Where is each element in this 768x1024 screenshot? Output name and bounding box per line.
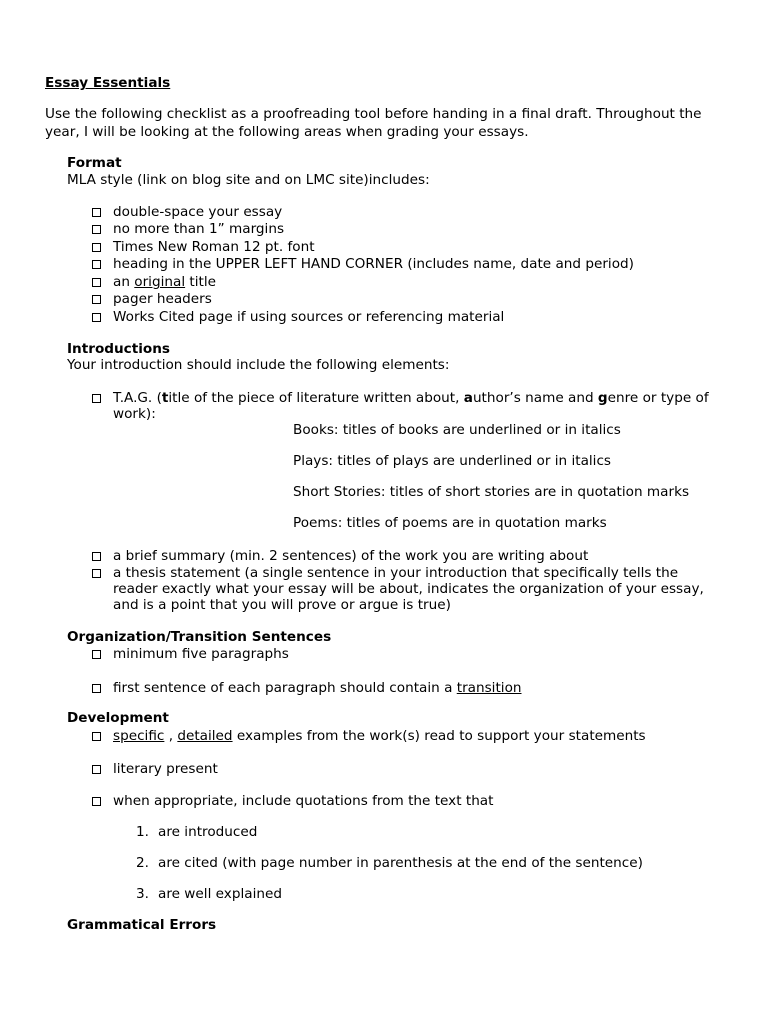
original-underlined-text: original (134, 274, 186, 290)
introductions-heading: Introductions (67, 341, 171, 357)
format-item-heading: heading in the UPPER LEFT HAND CORNER (includes name, date and period) (113, 256, 634, 272)
checkbox-thesis[interactable] (92, 569, 101, 578)
grammatical-errors-heading: Grammatical Errors (67, 917, 217, 933)
format-item-double-space: double-space your essay (113, 204, 283, 220)
development-heading: Development (67, 710, 169, 726)
checkbox-heading[interactable] (92, 260, 101, 269)
development-item-quotations: when appropriate, include quotations from the text that (113, 793, 494, 809)
intro-item-tag-line-1: T.A.G. (title of the piece of literature written about, author’s name and genre or type of (113, 390, 709, 406)
organization-item-five-paragraphs: minimum five paragraphs (113, 646, 289, 662)
format-item-original-title: an original title (113, 274, 216, 290)
organization-item-transition: first sentence of each paragraph should contain a transition (113, 680, 522, 696)
quotation-sub-item-2: 2. are cited (with page number in parenthesis at the end of the sentence) (136, 855, 643, 871)
intro-item-tag-line-2: work): (113, 406, 156, 422)
document-title: Essay Essentials (45, 75, 171, 91)
checkbox-original-title[interactable] (92, 278, 101, 287)
detailed-underlined-text: detailed (177, 728, 233, 744)
format-heading: Format (67, 155, 122, 171)
checkbox-font[interactable] (92, 243, 101, 252)
specific-underlined-text: specific (113, 728, 165, 744)
checkbox-double-space[interactable] (92, 208, 101, 217)
genre-plays: Plays: titles of plays are underlined or in italics (293, 453, 612, 469)
checkbox-pager-headers[interactable] (92, 295, 101, 304)
quotation-sub-item-3: 3. are well explained (136, 886, 282, 902)
format-item-works-cited: Works Cited page if using sources or referencing material (113, 309, 505, 325)
format-item-pager-headers: pager headers (113, 291, 212, 307)
quotation-sub-item-1: 1. are introduced (136, 824, 258, 840)
intro-item-summary: a brief summary (min. 2 sentences) of the work you are writing about (113, 548, 589, 564)
genre-books: Books: titles of books are underlined or in italics (293, 422, 621, 438)
genre-short-stories: Short Stories: titles of short stories are in quotation marks (293, 484, 690, 500)
introductions-description: Your introduction should include the following elements: (67, 357, 450, 373)
intro-paragraph-line-2: year, I will be looking at the following areas when grading your essays. (45, 124, 529, 140)
checkbox-summary[interactable] (92, 552, 101, 561)
checkbox-works-cited[interactable] (92, 313, 101, 322)
transition-underlined-text: transition (456, 680, 522, 696)
organization-heading: Organization/Transition Sentences (67, 629, 332, 645)
checkbox-margins[interactable] (92, 225, 101, 234)
checkbox-tag[interactable] (92, 394, 101, 403)
format-item-font: Times New Roman 12 pt. font (113, 239, 315, 255)
intro-paragraph-line-1: Use the following checklist as a proofreading tool before handing in a final draft. Throughout the (45, 106, 702, 122)
development-item-literary-present: literary present (113, 761, 218, 777)
development-item-examples: specific , detailed examples from the work(s) read to support your statements (113, 728, 646, 744)
checkbox-five-paragraphs[interactable] (92, 650, 101, 659)
genre-poems: Poems: titles of poems are in quotation marks (293, 515, 607, 531)
checkbox-examples[interactable] (92, 732, 101, 741)
intro-item-thesis-line-2: reader exactly what your essay will be about, indicates the organization of your essay, (113, 581, 704, 597)
checkbox-transition[interactable] (92, 684, 101, 693)
format-item-margins: no more than 1” margins (113, 221, 285, 237)
intro-item-thesis-line-3: and is a point that you will prove or argue is true) (113, 597, 451, 613)
checkbox-quotations[interactable] (92, 797, 101, 806)
checkbox-literary-present[interactable] (92, 765, 101, 774)
format-description: MLA style (link on blog site and on LMC site)includes: (67, 172, 430, 188)
intro-item-thesis-line-1: a thesis statement (a single sentence in your introduction that specifically tells the (113, 565, 679, 581)
